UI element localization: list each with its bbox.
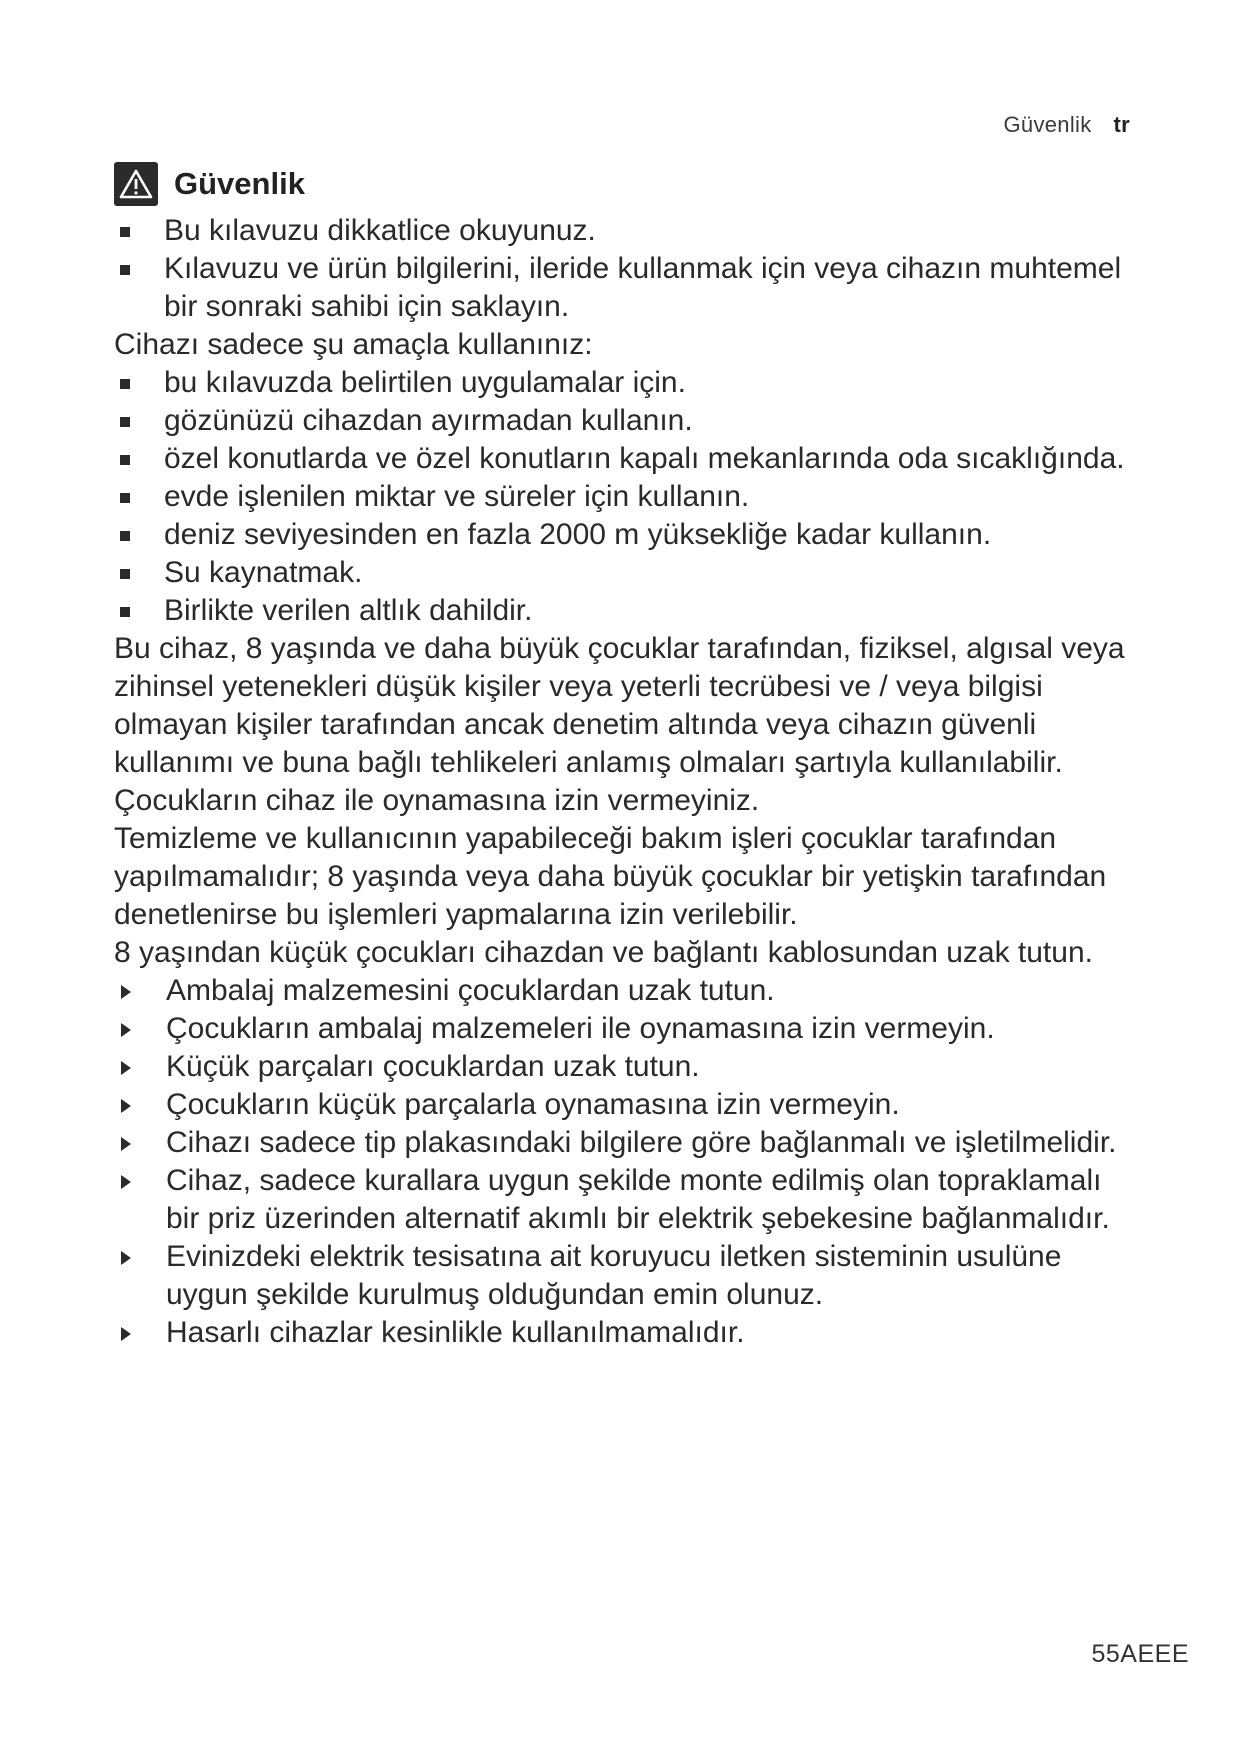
list-item: gözünüzü cihazdan ayırmadan kullanın. bbox=[114, 402, 1134, 440]
bullet-square-icon bbox=[120, 379, 130, 389]
section-title-row bbox=[114, 160, 1134, 208]
warning-triangle-icon bbox=[114, 162, 158, 206]
list-item: Birlikte verilen altlık dahildir. bbox=[114, 592, 1134, 630]
list-item: Su kaynatmak. bbox=[114, 554, 1134, 592]
list-item: evde işlenilen miktar ve süreler için kullanın. bbox=[114, 478, 1134, 516]
list-item: Cihazı sadece tip plakasındaki bilgilere göre bağlanmalı ve işletilmelidir. bbox=[114, 1124, 1134, 1162]
arrow-right-icon bbox=[121, 1251, 131, 1265]
section-title: Güvenlik bbox=[174, 166, 305, 201]
bullet-square-icon bbox=[120, 227, 130, 237]
list-item: Evinizdeki elektrik tesisatına ait koruyucu iletken sisteminin usulüne uygun şekilde kurulmuş olduğundan emin olunuz. bbox=[114, 1238, 1134, 1314]
paragraph: Temizleme ve kullanıcının yapabileceği bakım işleri çocuklar tarafından yapılmamalıdır; 8 yaşında veya daha büyük çocuklar bir yetişkin tarafından denetlenirse bu işlemleri yapmalarına izin verilebilir. bbox=[114, 822, 1107, 931]
bullet-square-icon bbox=[120, 493, 130, 503]
list-item: özel konutlarda ve özel konutların kapalı mekanlarında oda sıcaklığında. bbox=[114, 440, 1134, 478]
list-item: Çocukların ambalaj malzemeleri ile oynamasına izin vermeyin. bbox=[114, 1010, 1134, 1048]
bullet-square-icon bbox=[120, 569, 130, 579]
bullet-square-icon bbox=[120, 531, 130, 541]
list-item: Bu kılavuzu dikkatlice okuyunuz. bbox=[114, 212, 1134, 250]
list-item: Ambalaj malzemesini çocuklardan uzak tutun. bbox=[114, 972, 1134, 1010]
list-item: Hasarlı cihazlar kesinlikle kullanılmamalıdır. bbox=[114, 1314, 1134, 1352]
arrow-right-icon bbox=[121, 985, 131, 999]
paragraph: Bu cihaz, 8 yaşında ve daha büyük çocuklar tarafından, fiziksel, algısal veya zihinsel yetenekleri düşük kişiler veya yeterli tecrübesi ve / veya bilgisi olmayan kişiler tarafından ancak denetim altında veya cihazın güvenli kullanımı ve buna bağlı tehlikeleri anlamış olmaları şartıyla kullanılabilir. bbox=[114, 632, 1125, 779]
document-code: 55AEEE bbox=[1091, 1640, 1189, 1668]
paragraph: Cihazı sadece şu amaçla kullanınız: bbox=[114, 328, 593, 361]
list-item: Cihaz, sadece kurallara uygun şekilde monte edilmiş olan topraklamalı bir priz üzerinden alternatif akımlı bir elektrik şebekesine bağlanmalıdır. bbox=[114, 1162, 1134, 1238]
paragraph: Çocukların cihaz ile oynamasına izin vermeyiniz. bbox=[114, 784, 760, 817]
running-header bbox=[1004, 112, 1131, 138]
bullet-square-icon bbox=[120, 265, 130, 275]
header-language: tr bbox=[1113, 112, 1130, 137]
arrow-right-icon bbox=[121, 1137, 131, 1151]
list-item: deniz seviyesinden en fazla 2000 m yüksekliğe kadar kullanın. bbox=[114, 516, 1134, 554]
header-section: Güvenlik bbox=[1003, 112, 1092, 137]
list-item: Küçük parçaları çocuklardan uzak tutun. bbox=[114, 1048, 1134, 1086]
list-item: bu kılavuzda belirtilen uygulamalar için. bbox=[114, 364, 1134, 402]
paragraph: 8 yaşından küçük çocukları cihazdan ve bağlantı kablosundan uzak tutun. bbox=[114, 936, 1093, 969]
bullet-square-icon bbox=[120, 417, 130, 427]
bullet-square-icon bbox=[120, 607, 130, 617]
arrow-right-icon bbox=[121, 1099, 131, 1113]
arrow-right-icon bbox=[121, 1023, 131, 1037]
list-item: Kılavuzu ve ürün bilgilerini, ileride kullanmak için veya cihazın muhtemel bir sonraki sahibi için saklayın. bbox=[114, 250, 1134, 326]
arrow-right-icon bbox=[121, 1327, 131, 1341]
safety-content bbox=[114, 160, 1134, 1352]
list-item: Çocukların küçük parçalarla oynamasına izin vermeyin. bbox=[114, 1086, 1134, 1124]
arrow-right-icon bbox=[121, 1061, 131, 1075]
bullet-square-icon bbox=[120, 455, 130, 465]
arrow-right-icon bbox=[121, 1175, 131, 1189]
